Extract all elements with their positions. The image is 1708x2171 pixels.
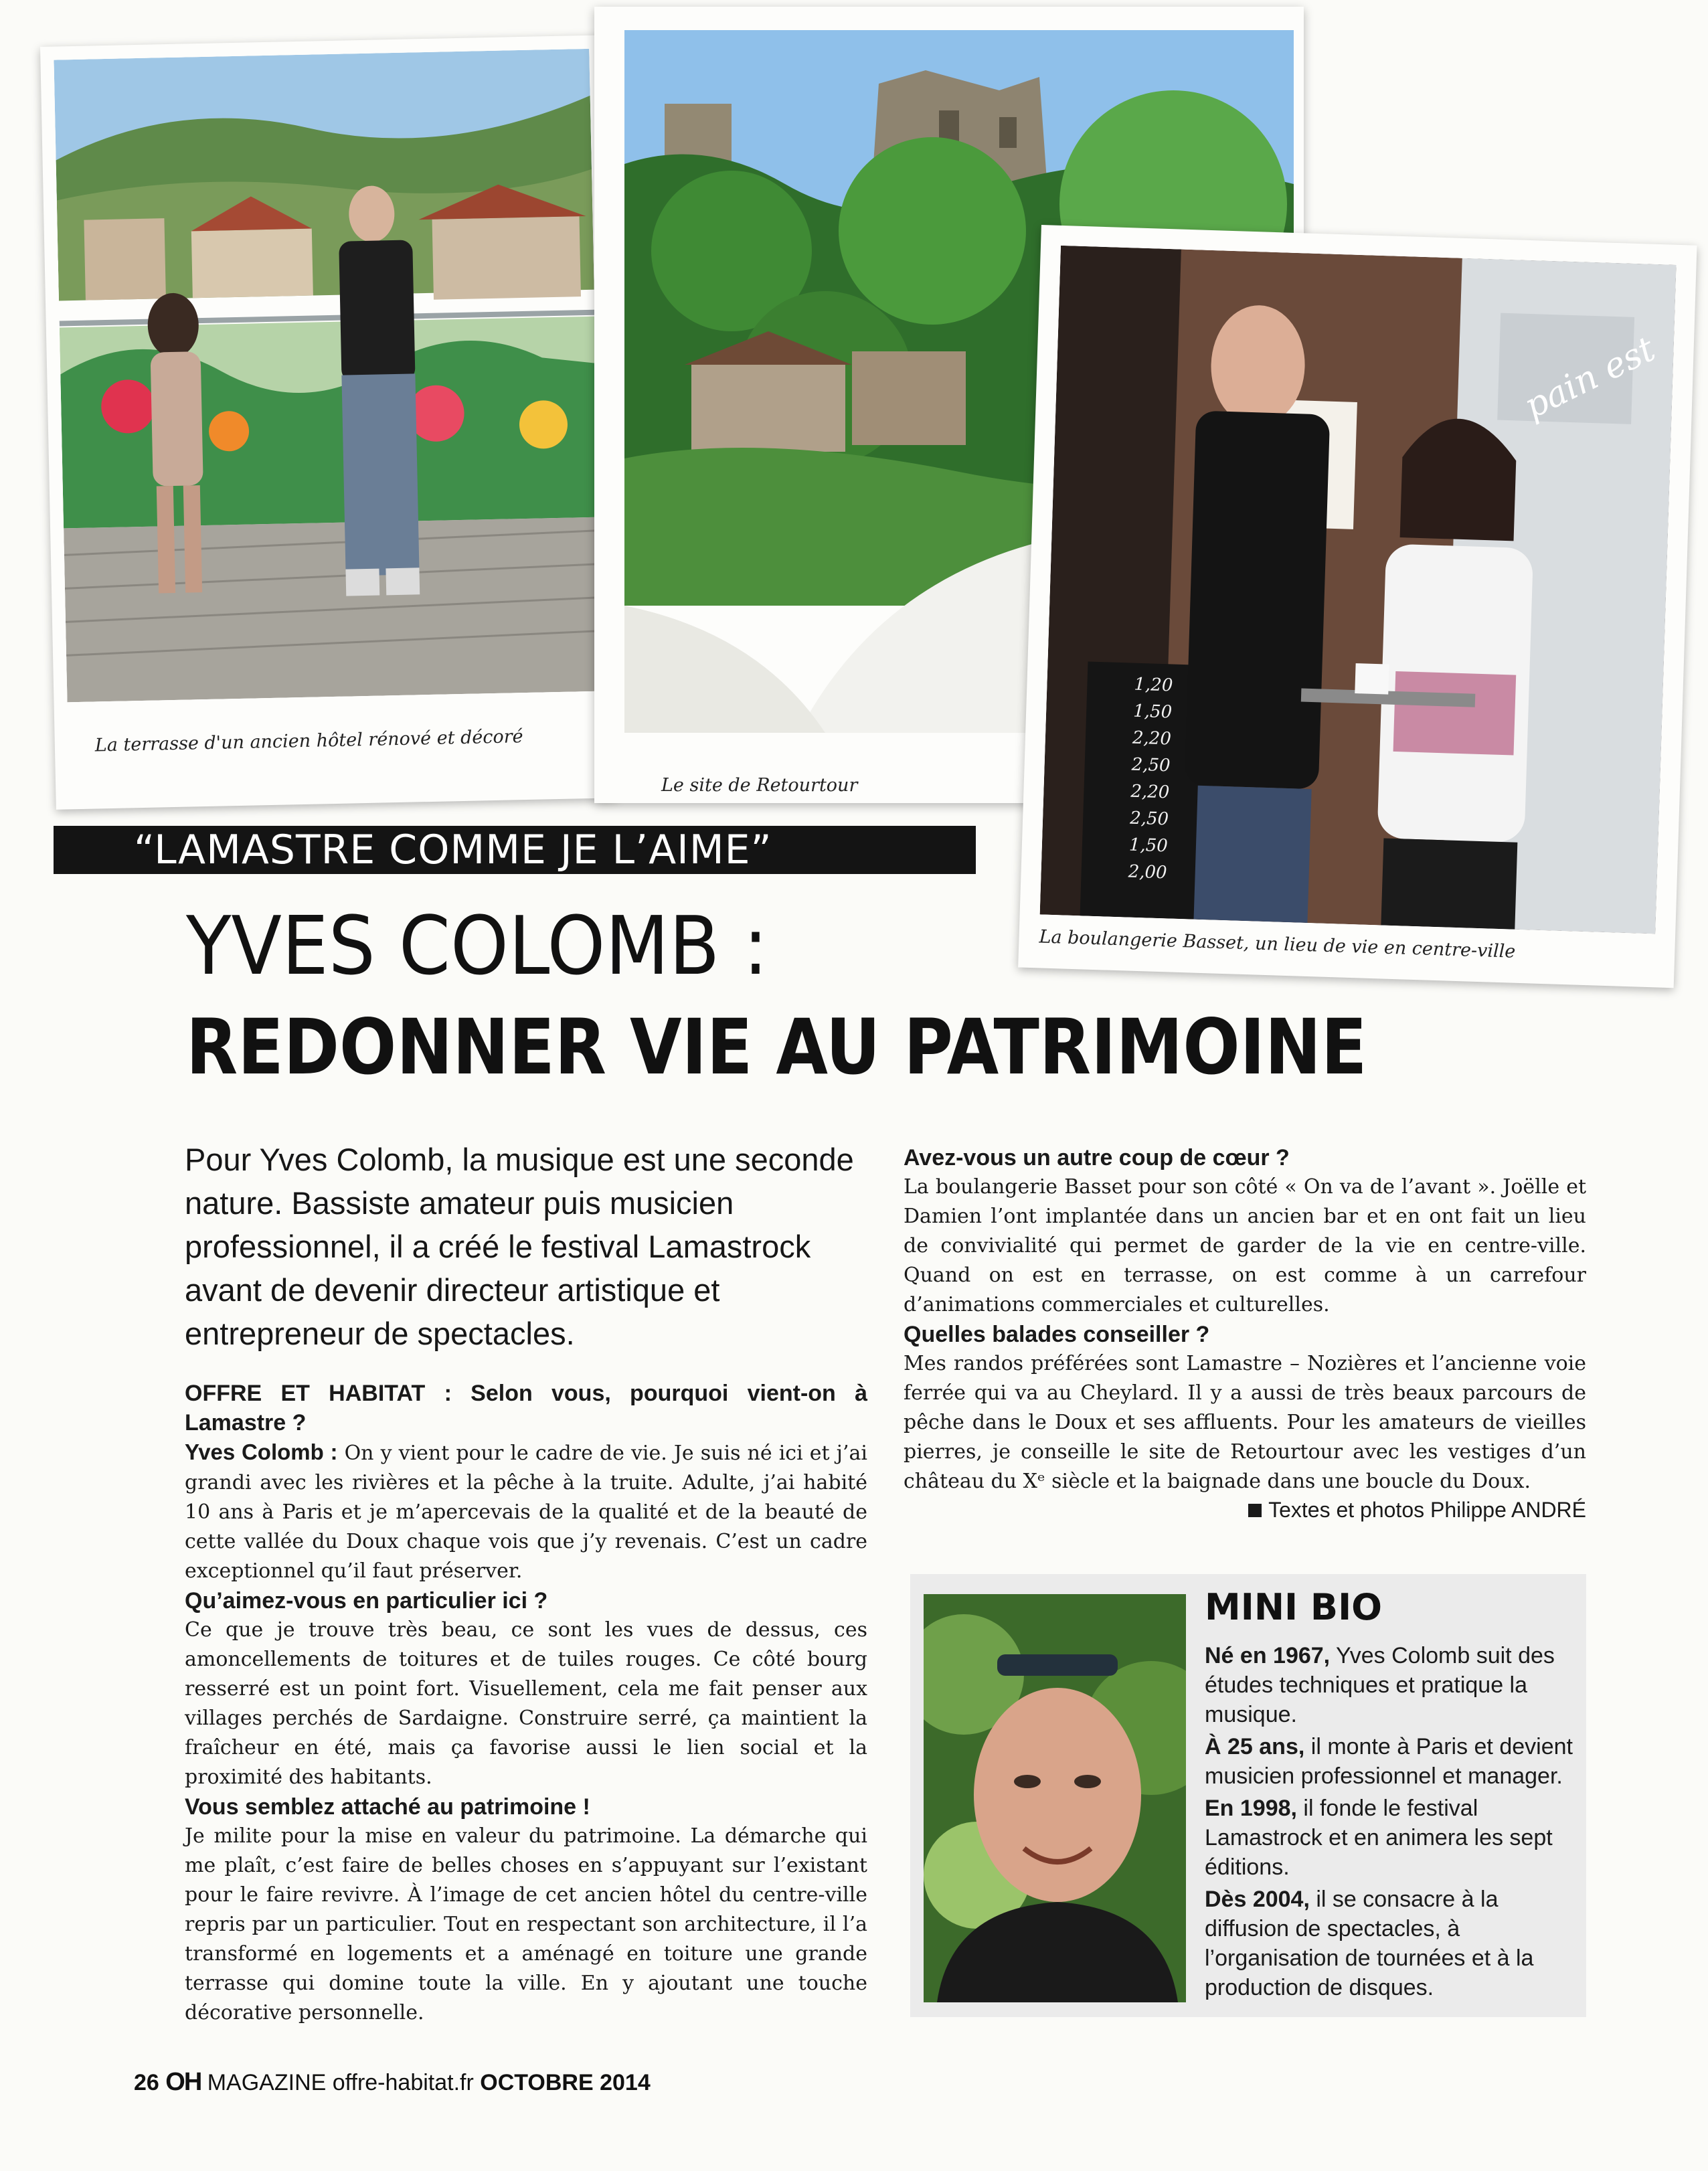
bakery-caption: La boulangerie Basset, un lieu de vie en centre-ville — [1039, 926, 1516, 962]
question-1: OFFRE ET HABITAT : Selon vous, pourquoi vient-on à Lamastre ? — [185, 1381, 867, 1436]
terrace-caption: La terrasse d'un ancien hôtel rénové et décoré — [94, 726, 523, 756]
photo-credit — [904, 1498, 1586, 1523]
question-3: Vous semblez attaché au patrimoine ! — [185, 1794, 590, 1820]
credit-text: Textes et photos Philippe ANDRÉ — [1268, 1498, 1586, 1522]
magazine-logo: OH — [165, 2068, 201, 2096]
headline-subtitle: REDONNER VIE AU PATRIMOINE — [186, 1003, 1367, 1092]
page-footer — [134, 2068, 651, 2097]
bio-item-text: il monte à Paris et devient musicien professionnel et manager. — [1205, 1734, 1573, 1789]
bio-item-text: il fonde le festival Lamastrock et en animera les sept éditions. — [1205, 1796, 1553, 1880]
page-number: 26 — [134, 2070, 159, 2095]
bakery-photo-frame — [1018, 225, 1697, 988]
bio-item-lead: À 25 ans, — [1205, 1734, 1305, 1759]
headline-name: YVES COLOMB : — [186, 900, 768, 993]
article-intro: Pour Yves Colomb, la musique est une seconde nature. Bassiste amateur puis musicien professionnel, il a créé le festival Lamastrock avant de devenir directeur artistique et entrepreneur de spectacles. — [185, 1142, 854, 1351]
bio-item — [1205, 1641, 1576, 1729]
bio-item-lead: Dès 2004, — [1205, 1887, 1310, 1912]
magazine-name: MAGAZINE — [207, 2070, 327, 2095]
question-5: Quelles balades conseiller ? — [904, 1322, 1210, 1347]
terrace-photo-frame — [40, 35, 617, 809]
svg-text:2,50: 2,50 — [1129, 808, 1169, 830]
question-4: Avez-vous un autre coup de cœur ? — [904, 1145, 1290, 1170]
article-left-column — [185, 1379, 867, 2028]
svg-text:1,50: 1,50 — [1132, 701, 1173, 723]
bio-item — [1205, 1732, 1576, 1791]
mini-bio-box — [910, 1574, 1586, 2017]
bio-item-lead: Né en 1967, — [1205, 1643, 1331, 1668]
retourtour-caption: Le site de Retourtour — [661, 775, 858, 796]
svg-text:1,20: 1,20 — [1134, 674, 1173, 696]
bio-item — [1205, 1885, 1576, 2002]
svg-text:2,50: 2,50 — [1131, 754, 1171, 776]
answer-3: Je milite pour la mise en valeur du patrimoine. La démarche qui me plaît, c’est faire de belles choses en s’appuyant sur l’existant pour le faire revivre. À l’image de cet ancien hôtel du centre-ville repris par un particulier. Tout en respectant son architecture, il l’a transformé en logements et a aménagé en toiture une grande terrasse qui domine toute la ville. En y ajoutant une touche décorative personnelle. — [185, 1824, 867, 2024]
section-banner: “LAMASTRE COMME JE L’AIME” — [54, 826, 976, 874]
bio-item — [1205, 1794, 1576, 1882]
svg-text:2,20: 2,20 — [1132, 727, 1172, 750]
svg-text:2,20: 2,20 — [1130, 781, 1170, 803]
svg-text:1,50: 1,50 — [1128, 835, 1169, 857]
terrace-photo — [54, 49, 602, 703]
answer-1-speaker: Yves Colomb : — [185, 1440, 338, 1464]
credit-square-icon — [1248, 1504, 1262, 1517]
answer-5: Mes randos préférées sont Lamastre – Nozières et l’ancienne voie ferrée qui va au Cheylard. Il y a aussi de très beaux parcours de pêche dans le Doux et ses affluents. Pour les amateurs de vieilles pierres, je conseille le site de Retourtour avec les vestiges d’un château du Xᵉ siècle et la baignade dans une boucle du Doux. — [904, 1352, 1586, 1493]
answer-1-text: On y vient pour le cadre de vie. Je suis né ici et j’ai grandi avec les rivières et la pêche à la truite. Adulte, j’ai habité 10 ans à Paris et je m’apercevais de la qualité et de la beauté de cette vallée du Doux chaque vois que j’y revenais. C’est un cadre exceptionnel qu’il faut préserver. — [185, 1442, 868, 1583]
bio-text — [1205, 1641, 1576, 2005]
bio-item-lead: En 1998, — [1205, 1796, 1297, 1821]
bio-item-text: Yves Colomb suit des études techniques et pratique la musique. — [1205, 1643, 1555, 1727]
bio-portrait-photo — [924, 1594, 1186, 2002]
answer-1 — [185, 1438, 867, 1586]
article-right-column — [904, 1143, 1586, 1523]
magazine-issue: OCTOBRE 2014 — [480, 2070, 651, 2095]
question-2: Qu’aimez-vous en particulier ici ? — [185, 1588, 548, 1614]
svg-text:2,00: 2,00 — [1128, 861, 1168, 883]
bakery-photo — [1040, 246, 1677, 934]
answer-2: Ce que je trouve très beau, ce sont les vues de dessus, ces amoncellements de toitures et de tuiles rouges. Ce côté bourg resserré est un point fort. Visuellement, cela me fait penser aux villages perchés de Sardaigne. Construire serré, ça maintient la fraîcheur en été, mais ça favorise aussi le lien social et la proximité des habitants. — [185, 1618, 867, 1789]
bakery-sign-text: pain est — [1518, 329, 1662, 427]
bio-item-text: il se consacre à la diffusion de spectacles, à l’organisation de tournées et à la production de disques. — [1205, 1887, 1534, 2000]
answer-4: La boulangerie Basset pour son côté « On va de l’avant ». Joëlle et Damien l’ont implantée dans un ancien bar et en ont fait un lieu de convivialité qui permet de garder de la vie en centre-ville. Quand on est en terrasse, on est comme à un carrefour d’animations commerciales et culturelles. — [904, 1175, 1586, 1316]
bio-heading: MINI BIO — [1205, 1586, 1383, 1628]
magazine-site: offre-habitat.fr — [332, 2070, 474, 2095]
